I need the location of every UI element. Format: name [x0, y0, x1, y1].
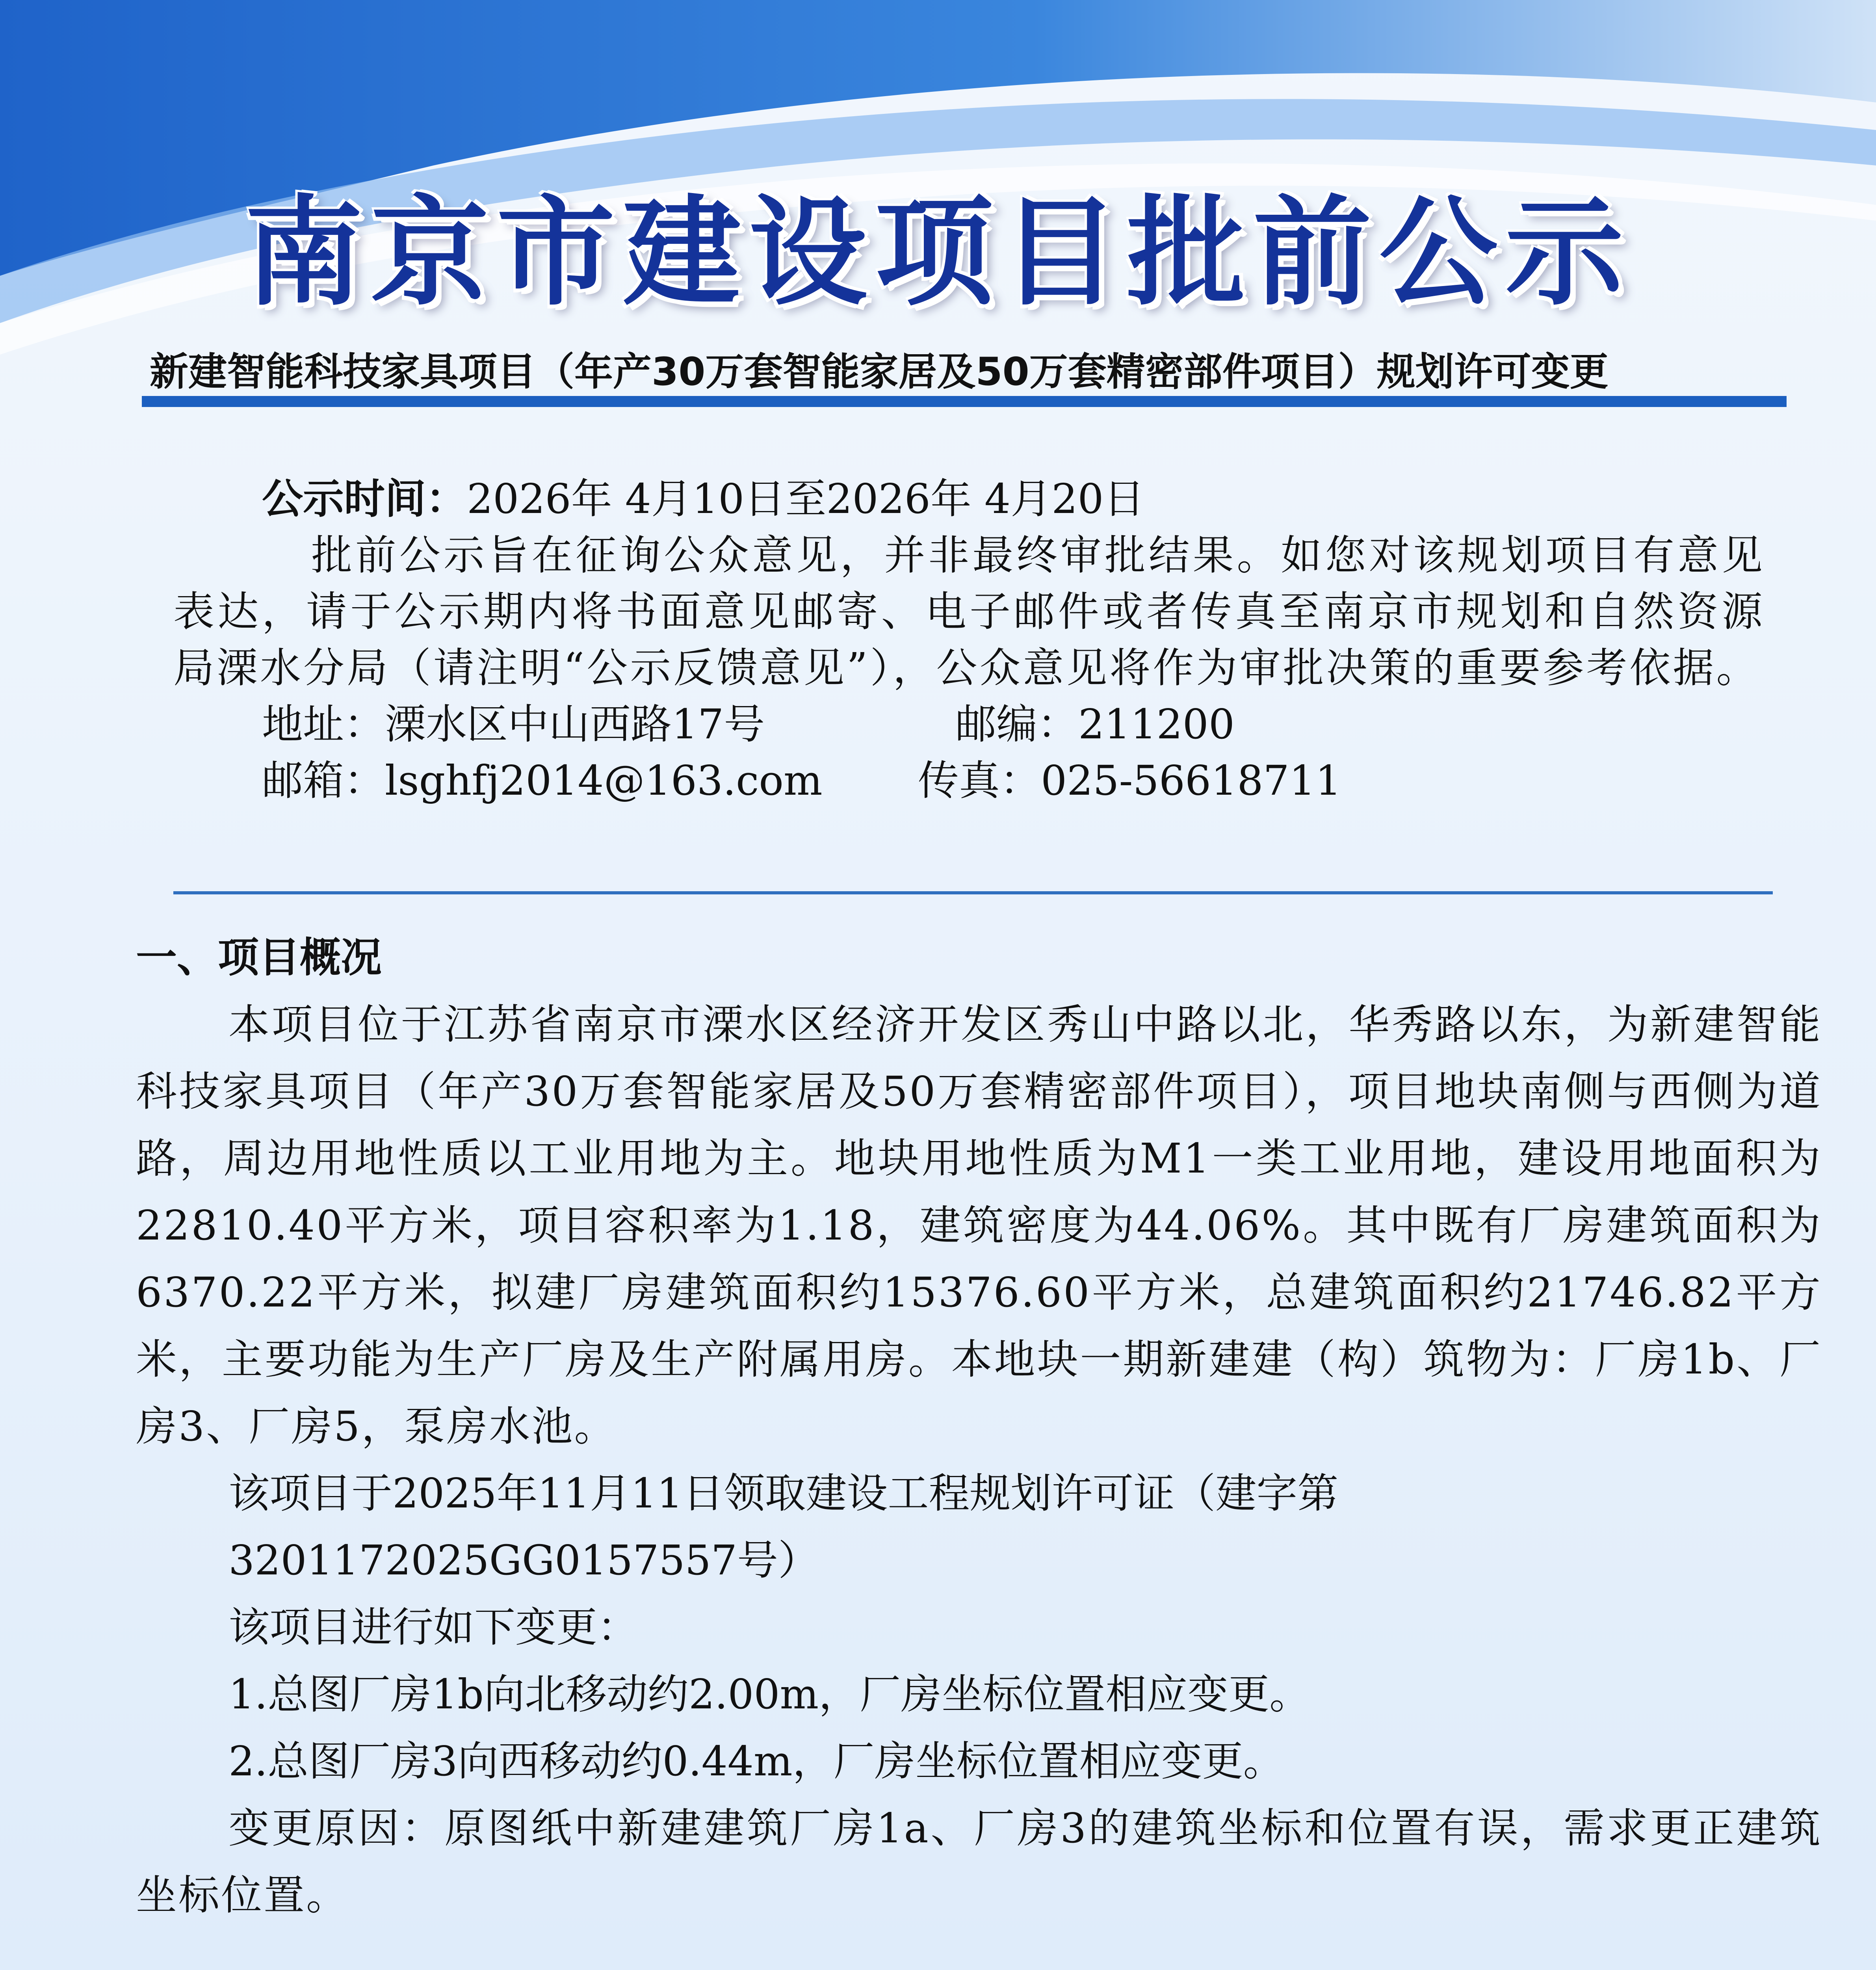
change-reason: 变更原因：原图纸中新建建筑厂房1a、厂房3的建筑坐标和位置有误，需求更正建筑坐标位置。	[136, 1804, 1822, 1919]
permit-line: 该项目于2025年11月11日领取建设工程规划许可证（建字第3201172025GG0157557号）	[228, 1469, 1339, 1584]
change-intro: 该项目进行如下变更：	[228, 1603, 639, 1651]
notice-paragraph: 批前公示旨在征询公众意见，并非最终审批结果。如您对该规划项目有意见表达，请于公示期内将书面意见邮寄、电子邮件或者传真至南京市规划和自然资源局溧水分局（请注明“公示反馈意见”），公众意见将作为审批决策的重要参考依据。	[173, 531, 1765, 692]
project-subtitle: 新建智能科技家具项目（年产30万套智能家居及50万套精密部件项目）规划许可变更	[150, 349, 1609, 394]
section-project-overview	[136, 924, 1822, 1970]
postcode-text: 邮编：211200	[955, 700, 1235, 748]
project-description: 本项目位于江苏省南京市溧水区经济开发区秀山中路以北，华秀路以东，为新建智能科技家具项目（年产30万套智能家居及50万套精密部件项目），项目地块南侧与西侧为道路，周边用地性质以工业用地为主。地块用地性质为M1一类工业用地，建设用地面积为22810.40平方米，项目容积率为1.18，建筑密度为44.06%。其中既有厂房建筑面积为6370.22平方米，拟建厂房建筑面积约15376.60平方米，总建筑面积约21746.82平方米，主要功能为生产厂房及生产附属用房。本地块一期新建建（构）筑物为：厂房1b、厂房3、厂房5，泵房水池。	[136, 1000, 1822, 1450]
fax-text: 传真：025-56618711	[918, 756, 1341, 805]
notice-block	[173, 471, 1765, 809]
notice-time-line	[173, 471, 1765, 527]
change-item-2: 2.总图厂房3向西移动约0.44m，厂房坐标位置相应变更。	[228, 1737, 1284, 1785]
subtitle-underline	[142, 396, 1787, 407]
notice-time-label: 公示时间：	[262, 475, 467, 523]
page-title: 南京市建设项目批前公示	[245, 184, 1631, 322]
section1-heading: 一、项目概况	[136, 933, 382, 981]
contact-row-2	[173, 753, 1765, 809]
address-text: 地址：溧水区中山西路17号	[262, 700, 765, 748]
change-item-1: 1.总图厂房1b向北移动约2.00m，厂房坐标位置相应变更。	[228, 1670, 1311, 1718]
section-divider	[173, 891, 1773, 894]
notice-time-value: 2026年 4月10日至2026年 4月20日	[467, 475, 1145, 523]
email-text: 邮箱：lsghfj2014@163.com	[262, 756, 823, 805]
contact-row-1	[173, 696, 1765, 753]
